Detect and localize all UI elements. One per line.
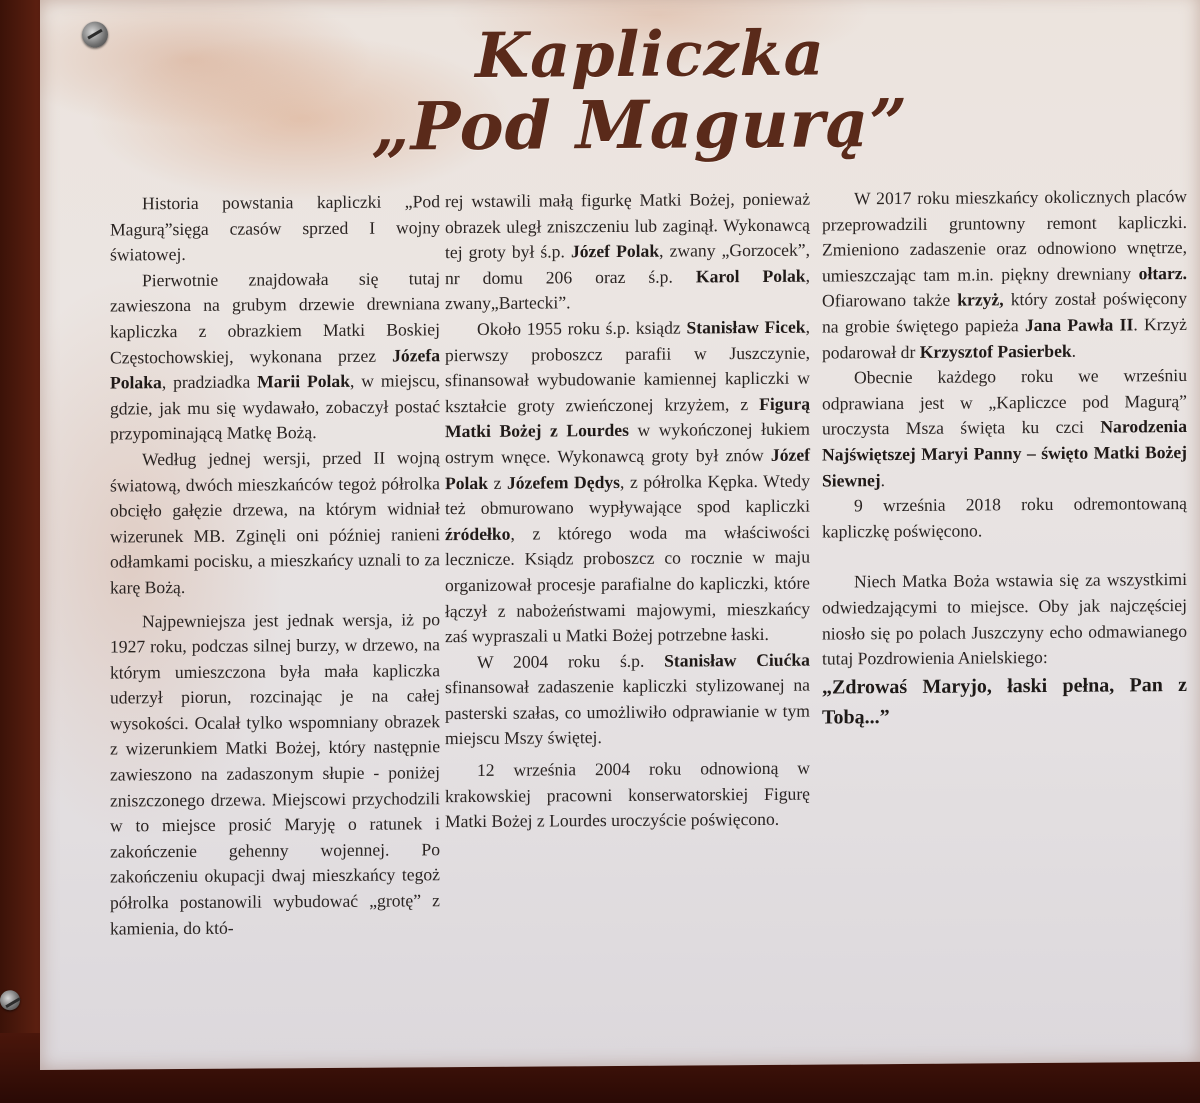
prayer-quote: „Zdrowaś Maryjo, łaski pełna, Pan z Tobą...” bbox=[822, 673, 1187, 729]
paragraph: Pierwotnie znajdowała się tutaj zawieszona na grubym drzewie drewniana kapliczka z obrazkiem Matki Boskiej Częstochowskiej, wykonana przez Józefa Polaka, pradziadka Marii Polak, w miejscu, gdzie, jak mu się wydawało, zobaczył postać przypominającą Matkę Bożą. bbox=[110, 267, 440, 444]
paragraph: Obecnie każdego roku we wrześniu odprawiana jest w „Kapliczce pod Magurą” uroczysta Msza święta ku czci Narodzenia Najświętszej Maryi Panny – święto Matki Bożej Siewnej. bbox=[822, 365, 1187, 491]
paragraph: W 2017 roku mieszkańcy okolicznych placów przeprowadzili gruntowny remont kapliczki. Zmieniono zadaszenie oraz odnowiono wnętrze, umieszczając tam m.in. piękny drewniany ołtarz. Ofiarowano także krzyż, który został poświęcony na grobie świętego papieża Jana Pawła II. Krzyż podarował dr Krzysztof Pasierbek. bbox=[822, 185, 1188, 363]
plaque-title-line1: Kapliczka bbox=[475, 16, 825, 92]
paragraph: Niech Matka Boża wstawia się za wszystkimi odwiedzającymi to miejsce. Oby jak najczęściej niosło się po polach Juszczyny echo odmawianego tutaj Pozdrowienia Anielskiego: bbox=[822, 569, 1187, 669]
plaque-title-line2: „Pod Magurą” bbox=[371, 83, 909, 166]
paragraph: 9 września 2018 roku odremontowaną kapliczkę poświęcono. bbox=[822, 493, 1187, 542]
paragraph: Około 1955 roku ś.p. ksiądz Stanisław Ficek, pierwszy proboszcz parafii w Juszczynie, sfinansował wybudowanie kamiennej kapliczki w kształcie groty zwieńczonej krzyżem, z Figurą Matki Bożej z Lourdes w wykończonej łukiem ostrym wnęce. Wykonawcą groty był znów Józef Polak z Józefem Dędys, z półrolka Kępka. Wtedy też obmurowano wypływające spod kapliczki źródełko, z którego woda ma właściwości lecznicze. Ksiądz proboszcz co rocznie w maju organizował procesje parafialne do kapliczki, które łączył z nabożeństwami majowymi, mieszkańcy zaś wypraszali u Matki Bożej potrzebne łaski. bbox=[445, 316, 810, 647]
paragraph: Najpewniejsza jest jednak wersja, iż po 1927 roku, podczas silnej burzy, w drzewo, na którym umieszczona była mała kapliczka uderzył piorun, rozcinając je na całej wysokości. Ocalał tylko wspomniany obrazek z wizerunkiem Matki Bożej, który następnie zawieszono na zadaszonym słupie - poniżej zniszczonego drzewa. Miejscowi przychodzili w to miejsce prosić Maryję o ratunek i zakończenie gehenny wojennej. Po zakończeniu okupacji dwaj mieszkańcy tegoż półrolka postanowili wybudować „grotę” z kamienia, do któ- bbox=[110, 608, 440, 939]
paragraph: W 2004 roku ś.p. Stanisław Ciućka sfinansował zadaszenie kapliczki stylizowanej na pasterski szałas, co umożliwiło odprawianie w tym miejscu Mszy świętej. bbox=[445, 649, 810, 749]
text-column-1 bbox=[110, 189, 440, 942]
paragraph: Historia powstania kapliczki „Pod Magurą”sięga czasów sprzed I wojny światowej. bbox=[110, 191, 440, 265]
paragraph: Według jednej wersji, przed II wojną światową, dwóch mieszkańców tegoż półrolka obcięło gałęzie drzewa, na którym widniał wizerunek MB. Zginęli oni później ranieni odłamkami pocisku, a mieszkańcy uznali to za karę Bożą. bbox=[110, 447, 440, 598]
text-column-3 bbox=[822, 184, 1187, 732]
bottom-left-screw-icon bbox=[0, 990, 20, 1010]
paragraph: 12 września 2004 roku odnowioną w krakowskiej pracowni konserwatorskiej Figurę Matki Bożej z Lourdes uroczyście poświęcono. bbox=[445, 757, 810, 832]
memorial-plaque bbox=[40, 0, 1200, 1070]
paragraph: rej wstawili małą figurkę Matki Bożej, ponieważ obrazek uległ zniszczeniu lub zaginął. Wykonawcą tej groty był ś.p. Józef Polak, zwany „Gorzocek”, nr domu 206 oraz ś.p. Karol Polak, zwany„Bartecki”. bbox=[445, 188, 810, 314]
text-column-2 bbox=[445, 187, 810, 835]
